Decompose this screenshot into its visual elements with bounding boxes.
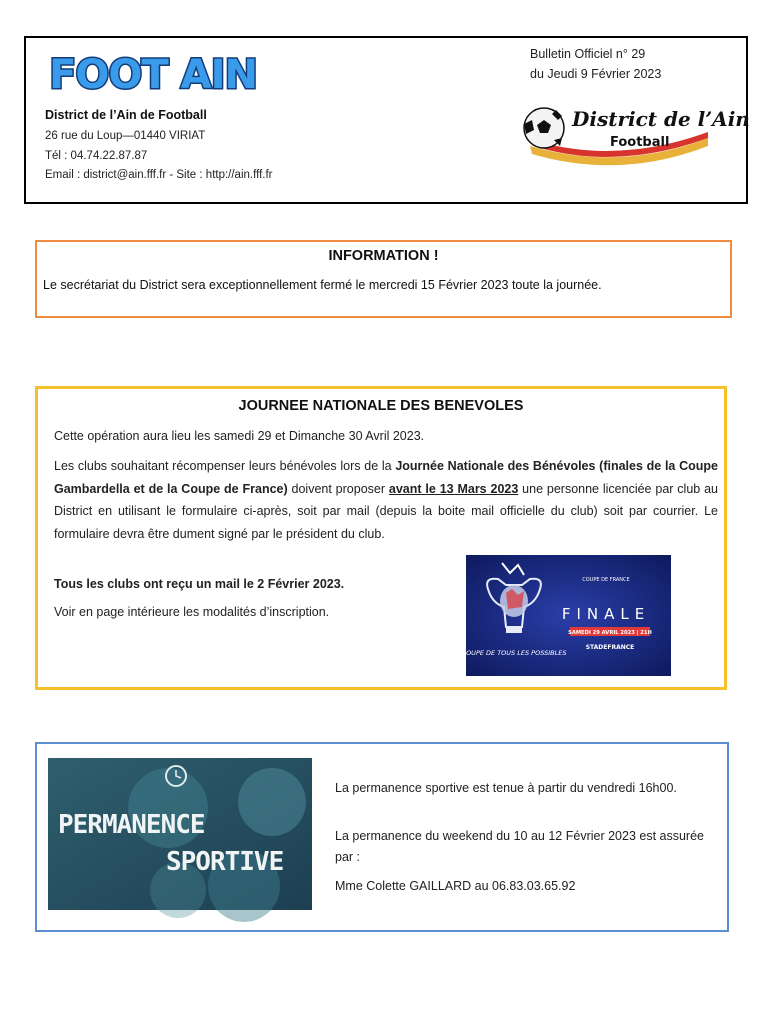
district-logo-sub: Football — [610, 135, 670, 150]
date-banner: SAMEDI 29 AVRIL 2023 | 21H — [568, 630, 652, 636]
desc-event: Journée Nationale des Bénévoles (finales de la Coupe Gambardella et de la Coupe de France) — [54, 459, 718, 496]
benevoles-mail-note: Tous les clubs ont reçu un mail le 2 Février 2023. — [54, 577, 345, 591]
district-logo — [510, 102, 750, 166]
phone: Tél : 04.74.22.87.87 — [45, 150, 148, 162]
header-box — [24, 36, 748, 204]
information-title: INFORMATION ! — [328, 248, 439, 264]
cup-slogan: COUPE DE TOUS LES POSSIBLES — [461, 649, 567, 657]
benevoles-title: JOURNEE NATIONALE DES BENEVOLES — [238, 398, 524, 414]
desc-deadline: avant le 13 Mars 2023 — [388, 481, 519, 496]
bulletin-info — [530, 44, 661, 84]
benevoles-dates: Cette opération aura lieu les samedi 29 et Dimanche 30 Avril 2023. — [54, 429, 425, 443]
venue-text: STADEFRANCE — [585, 644, 635, 651]
benevoles-box — [35, 386, 727, 690]
permanence-weekend: La permanence du weekend du 10 au 12 Février 2023 est assurée par : — [335, 829, 704, 864]
ball-icon — [524, 108, 564, 148]
logo-text: FOOT AIN — [49, 52, 257, 98]
benevoles-description — [54, 455, 718, 545]
finale-text: FINALE — [561, 605, 651, 623]
information-text: Le secrétariat du District sera exceptionnellement fermé le mercredi 15 Février 2023 toute la journée. — [43, 278, 602, 292]
district-name: District de l’Ain de Football — [45, 108, 207, 122]
email-site: Email : district@ain.fff.fr - Site : http://ain.fff.fr — [45, 169, 273, 181]
bulletin-number: Bulletin Officiel n° 29 — [530, 47, 646, 61]
desc-part: doivent proposer — [287, 481, 389, 496]
permanence-line1: PERMANENCE — [58, 810, 205, 840]
permanence-sportive-image — [48, 758, 312, 910]
permanence-schedule: La permanence sportive est tenue à partir du vendredi 16h00. — [335, 781, 677, 795]
bulletin-date: du Jeudi 9 Février 2023 — [530, 67, 662, 81]
desc-part: Les clubs souhaitant récompenser leurs bénévoles lors de la — [54, 459, 396, 473]
information-box — [35, 240, 732, 318]
permanence-line2: SPORTIVE — [166, 847, 284, 877]
desc-part: une personne licenciée par club au District en utilisant le formulaire ci-après, soit par mail (depuis la boite mail officielle du club) soit par courrier. Le formulaire devra être dument signé par le président du club. — [54, 481, 718, 541]
cup-brand: COUPE DE FRANCE — [582, 577, 630, 583]
district-logo-text: District de l’Ain — [572, 107, 750, 131]
coupe-de-france-finale-image — [461, 555, 671, 676]
foot-ain-logo — [49, 44, 257, 102]
address: 26 rue du Loup—01440 VIRIAT — [45, 130, 206, 142]
ball-icon — [238, 768, 306, 836]
permanence-contact: Mme Colette GAILLARD au 06.83.03.65.92 — [335, 879, 576, 893]
benevoles-inscription-note: Voir en page intérieure les modalités d’inscription. — [54, 605, 330, 619]
permanence-box — [35, 742, 729, 932]
